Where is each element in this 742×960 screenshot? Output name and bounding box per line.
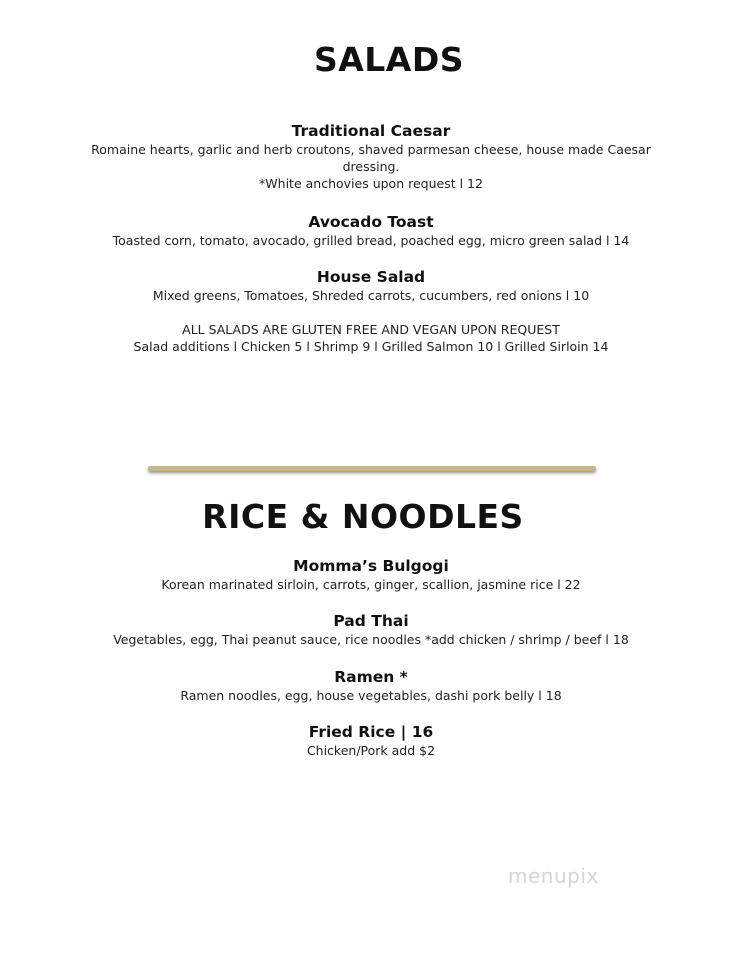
item-name: House Salad <box>316 268 426 286</box>
item-description-note: *White anchovies upon request l 12 <box>259 176 483 191</box>
salads-dietary-note: ALL SALADS ARE GLUTEN FREE AND VEGAN UPON REQUEST <box>182 322 560 337</box>
item-description: Vegetables, egg, Thai peanut sauce, rice noodles *add chicken / shrimp / beef l 18 <box>113 632 629 647</box>
item-name: Momma’s Bulgogi <box>293 557 449 575</box>
item-name: Traditional Caesar <box>291 122 451 140</box>
menu-item-mommas-bulgogi <box>0 557 742 593</box>
item-name: Ramen * <box>334 668 408 686</box>
menu-item-house-salad <box>0 268 742 304</box>
menu-item-ramen <box>0 668 742 704</box>
section-divider <box>148 466 596 471</box>
item-description: Chicken/Pork add $2 <box>306 743 436 758</box>
watermark-logo: menupix <box>508 864 599 888</box>
menu-item-pad-thai <box>0 612 742 648</box>
item-description: Korean marinated sirloin, carrots, ginger, scallion, jasmine rice l 22 <box>161 577 581 592</box>
salads-notes <box>0 321 742 355</box>
section-title-rice-noodles: RICE & NOODLES <box>202 497 524 536</box>
item-description: Mixed greens, Tomatoes, Shreded carrots, cucumbers, red onions l 10 <box>152 288 590 303</box>
section-title-salads: SALADS <box>313 40 465 79</box>
salads-additions-note: Salad additions l Chicken 5 l Shrimp 9 l Grilled Salmon 10 l Grilled Sirloin 14 <box>133 339 609 354</box>
item-description: Ramen noodles, egg, house vegetables, dashi pork belly l 18 <box>180 688 562 703</box>
item-name: Fried Rice | 16 <box>308 723 434 741</box>
item-description: Romaine hearts, garlic and herb croutons, shaved parmesan cheese, house made Caesar dressing. <box>91 142 651 174</box>
menu-item-avocado-toast <box>0 213 742 249</box>
menu-item-fried-rice <box>0 723 742 759</box>
item-description: Toasted corn, tomato, avocado, grilled bread, poached egg, micro green salad l 14 <box>112 233 630 248</box>
item-name: Pad Thai <box>333 612 409 630</box>
menu-item-traditional-caesar <box>0 122 742 192</box>
item-name: Avocado Toast <box>308 213 434 231</box>
